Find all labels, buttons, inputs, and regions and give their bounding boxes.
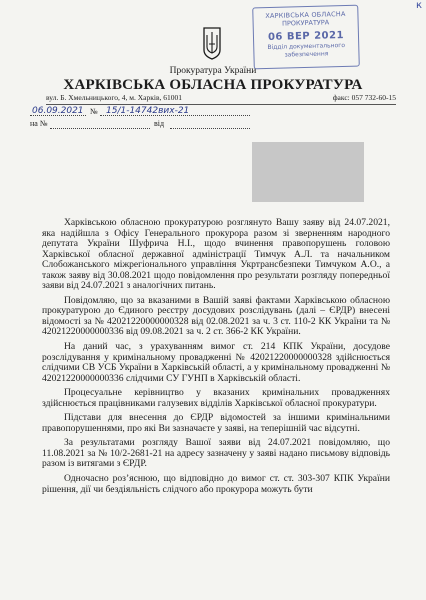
number-label: № bbox=[90, 107, 98, 116]
body-paragraph: Повідомляю, що за вказаними в Вашій заяві фактами Харківською обласною прокуратурою до Єдиного реєстру досудових розслідувань (далі – ЄРДР) внесені відомості за № 42021220000000328 від 02.08.2021 за ч. 3 ст. 110-2 КК України та № 42021220000000336 від 09.08.2021 за ч. 2 ст. 366-2 КК України. bbox=[42, 294, 390, 338]
vid-dotted-line bbox=[170, 128, 250, 129]
reference-line bbox=[30, 119, 250, 131]
corner-mark: к bbox=[415, 0, 422, 11]
body-paragraph: За результатами розгляду Вашої заяви від 24.07.2021 повідомляю, що 11.08.2021 за № 10/2-2681-21 на адресу зазначену у заяві надано письмову відповідь разом із витягами з ЄРДР. bbox=[42, 437, 390, 470]
letter-body bbox=[42, 218, 390, 495]
registration-number: 15/1-14742вих-21 bbox=[106, 106, 190, 116]
org-title: ХАРКІВСЬКА ОБЛАСНА ПРОКУРАТУРА bbox=[63, 77, 363, 93]
na-label: на № bbox=[30, 119, 48, 128]
trident-emblem-icon bbox=[201, 26, 223, 60]
address-text: вул. Б. Хмельницького, 4, м. Харків, 61001 bbox=[46, 93, 183, 102]
vid-label: від bbox=[154, 119, 165, 128]
fax-text: факс: 057 732-60-15 bbox=[332, 93, 396, 102]
body-paragraph: Одночасно роз’яснюю, що відповідно до вимог ст. ст. 303-307 КПК України рішення, дії чи бездіяльність слідчого або прокурора можуть бути bbox=[42, 473, 390, 495]
registration-line bbox=[30, 107, 250, 119]
stamp-line-1: ХАРКІВСЬКА ОБЛАСНА bbox=[265, 9, 346, 21]
body-paragraph: Підстави для внесення до ЄРДР відомостей за іншими кримінальними правопорушеннями, про які Ви зазначаєте у заяві, на теперішній час відсутні. bbox=[42, 412, 390, 434]
body-paragraph: Процесуальне керівництво у вказаних кримінальних провадженнях здійснюється працівниками галузевих відділів Харківської обласної прокуратури. bbox=[42, 387, 390, 409]
registration-date: 06.09.2021 bbox=[32, 106, 84, 116]
stamp-line-5: забезпечення bbox=[284, 50, 329, 59]
registration-stamp bbox=[252, 5, 360, 70]
org-line: Прокуратура України bbox=[169, 66, 257, 76]
na-dotted-line bbox=[50, 128, 150, 129]
stamp-date: 06 ВЕР 2021 bbox=[267, 30, 345, 43]
body-paragraph: Харківською обласною прокуратурою розглянуто Вашу заяву від 24.07.2021, яка надійшла з Офісу Генерального прокурора разом зі зверненням народного депутата України Шуфрича Н.І., щодо вчинення правопорушень головою Харківської обласної державної адміністрації Тимчук А.Л. та начальником Слобожанського міжрегіонального управління Укртрансбезпеки Тимчуком А.О., а також заяву від 30.08.2021 щодо повідомлення про результати розгляду попередньої заяви від 24.07.2021 з аналогічних питань. bbox=[42, 217, 390, 292]
stamp-line-2: ПРОКУРАТУРА bbox=[281, 18, 330, 28]
body-paragraph: На даний час, з урахуванням вимог ст. 214 КПК України, досудове розслідування у кримінальному провадженні № 42021220000000328 здійснюється слідчими СВ УСБ України в Харківській області, а у кримінальному провадженні № 42021220000000336 слідчими СУ ГУНП в Харківській області. bbox=[42, 341, 390, 384]
address-line bbox=[46, 92, 396, 105]
redacted-recipient-block bbox=[252, 142, 364, 202]
stamp-line-4: Відділ документального bbox=[267, 41, 346, 52]
